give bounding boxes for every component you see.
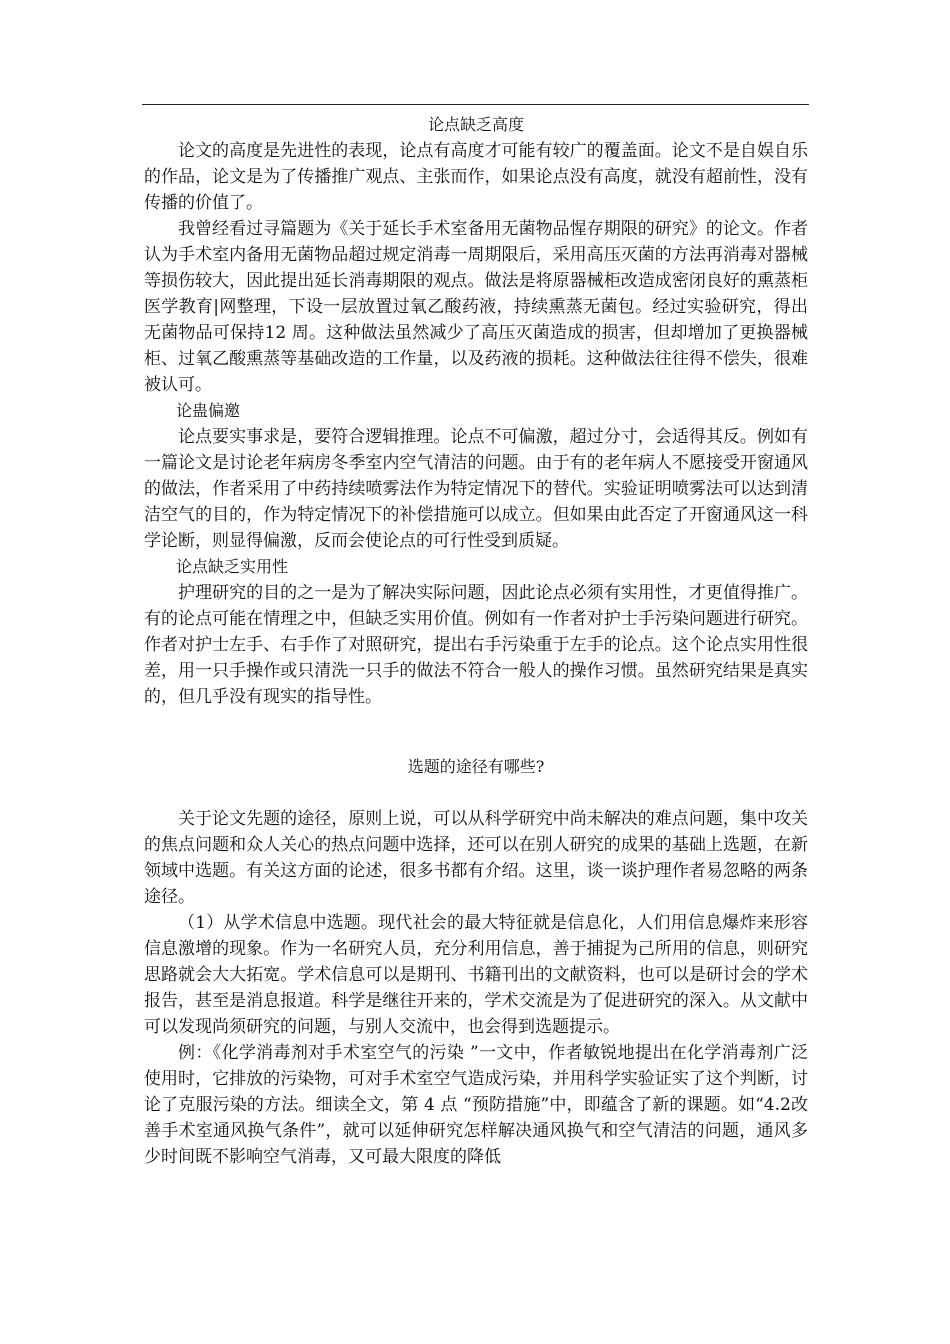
paragraph: 例：《化学消毒剂对手术室空气的污染 ”一文中，作者敏锐地提出在化学消毒剂广泛使用时，它排放的污染物，可对手术室空气造成污染，并用科学实验证实了这个判断，讨论了克服污染的方法。细读全文，第 4 点 “预防措施”中，即蕴含了新的课题。如“4.2改善手术室通风换气条件”，就可以延伸研究怎样解决通风换气和空气清洁的问题，通风多少时间既不影响空气消毒，又可最大限度的降低 (144, 1043, 808, 1167)
subheading: 论点缺乏实用性 (176, 557, 289, 576)
paragraph: 我曾经看过寻篇题为《关于延长手术室备用无菌物品惺存期限的研究》的论文。作者认为手术室内备用无菌物品超过规定消毒一周期限后，采用高压灭菌的方法再消毒对器械等损伤较大，因此提出延长消毒期限的观点。做法是将原器械柜改造成密闭良好的熏蒸柜医学教育|网整理，下设一层放置过氧乙酸药液，持续熏蒸无菌包。经过实验研究，得出无菌物品可保持12 周。这种做法虽然减少了高压灭菌造成的损害，但却增加了更换器械柜、过氧乙酸熏蒸等基础改造的工作量，以及药液的损耗。这种做法往往得不偿失，很难被认可。 (144, 219, 808, 395)
spacer (144, 780, 808, 806)
paragraph: 论点要实事求是，要符合逻辑推理。论点不可偏激，超过分寸，会适得其反。例如有一篇论文是讨论老年病房冬季室内空气清洁的问题。由于有的老年病人不愿接受开窗通风的做法，作者采用了中药持续喷雾法作为特定情况下的替代。实验证明喷雾法可以达到清洁空气的目的，作为特定情况下的补偿措施可以成立。但如果由此否定了开窗通风这一科学论断，则显得偏激，反而会使论点的可行性受到质疑。 (144, 427, 808, 551)
paragraph: （1）从学术信息中选题。现代社会的最大特征就是信息化，人们用信息爆炸来形容信息激增的现象。作为一名研究人员，充分利用信息，善于捕捉为己所用的信息，则研究思路就会大大拓宽。学术信息可以是期刊、书籍刊出的文献资料，也可以是研讨会的学术报告，甚至是消息报道。科学是继往开来的，学术交流是为了促进研究的深入。从文献中可以发现尚须研究的问题，与别人交流中，也会得到选题提示。 (144, 913, 808, 1037)
document-page (144, 112, 808, 1170)
paragraph: 护理研究的目的之一是为了解决实际问题，因此论点必须有实用性，才更值得推广。有的论点可能在情理之中，但缺乏实用价值。例如有一作者对护士手污染问题进行研究。作者对护士左手、右手作了对照研究，提出右手污染重于左手的论点。这个论点实用性很差，用一只手操作或只清洗一只手的做法不符合一般人的操作习惯。虽然研究结果是真实的，但几乎没有现实的指导性。 (144, 583, 808, 707)
section-title: 选题的途径有哪些? (407, 757, 545, 776)
spacer (144, 710, 808, 754)
top-rule (142, 104, 809, 105)
section-title: 论点缺乏高度 (427, 115, 524, 134)
paragraph: 关于论文先题的途径，原则上说，可以从科学研究中尚未解决的难点问题，集中攻关的焦点问题和众人关心的热点问题中选择，还可以在别人研究的成果的基础上选题，在新领域中选题。有关这方面的论述，很多书都有介绍。这里，谈一谈护理作者易忽略的两条途径。 (144, 809, 808, 907)
subheading: 论蛊偏邀 (176, 401, 241, 420)
paragraph: 论文的高度是先进性的表现，论点有高度才可能有较广的覆盖面。论文不是自娱自乐的作品，论文是为了传播推广观点、主张而作，如果论点没有高度，就没有超前性，没有传播的价值了。 (144, 141, 808, 213)
